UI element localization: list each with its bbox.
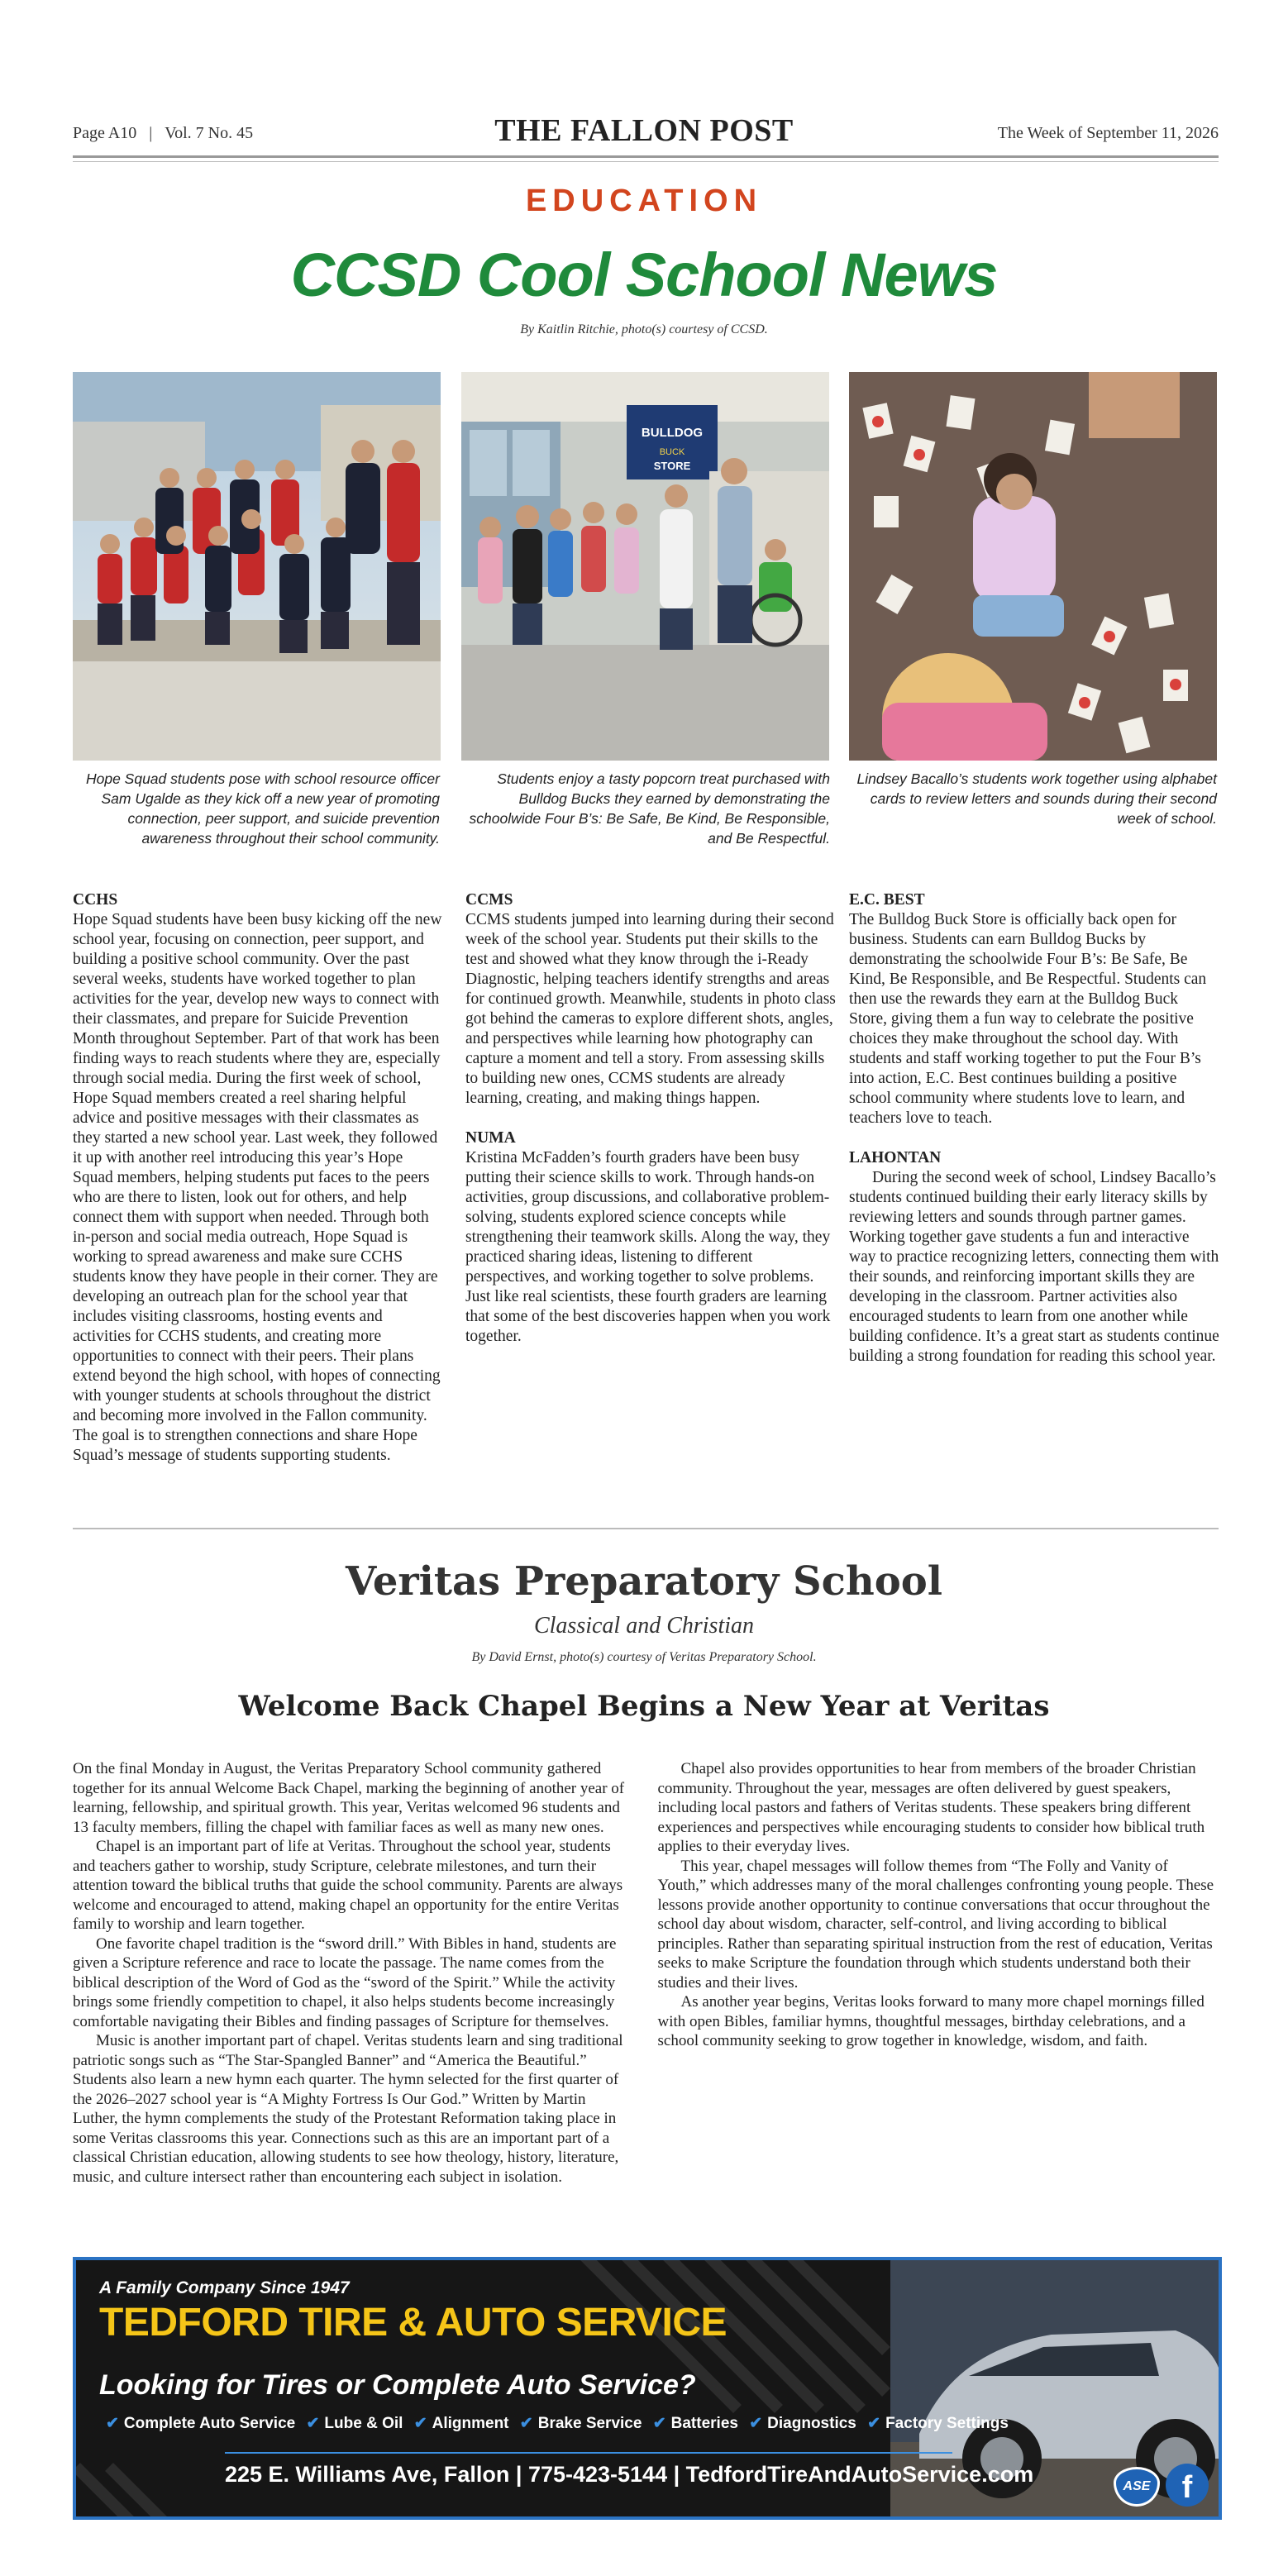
veritas-tagline: Classical and Christian	[533, 1613, 755, 1639]
ecbest-body: The Bulldog Buck Store is officially back open for business. Students can earn Bulldog Bucks by demonstrating the schoolwide Four B’s: Be Safe, Be Kind, Be Responsible, and Be Respectful. Students can then use the rewards they earn at the Bulldog Buck Store, giving them a fun way to celebrate the positive choices they make throughout the school day. With students and staff working together to put the Four B’s into action, E.C. Best continues building a positive school community where students love to learn, and teachers love to teach.	[849, 911, 1207, 1127]
store-sign-text: BULLDOG	[641, 426, 704, 440]
ccms-heading: CCMS	[465, 891, 513, 909]
ecbest-heading: E.C. BEST	[849, 891, 925, 909]
ase-badge-icon: ASE	[1114, 2467, 1160, 2507]
caption-hope-squad: Hope Squad students pose with school resource officer Sam Ugalde as they kick off a new year of promoting connection, peer support, and suicide prevention awareness throughout their school community.	[85, 770, 440, 847]
check-icon: ✔	[652, 2415, 666, 2432]
svg-text:BUCK: BUCK	[659, 447, 685, 457]
veritas-school-name: Veritas Preparatory School	[345, 1558, 942, 1605]
check-icon: ✔	[106, 2415, 119, 2432]
check-icon: ✔	[749, 2415, 763, 2432]
numa-body: Kristina McFadden’s fourth graders have been busy putting their science skills to work. Through hands-on activities, group discussions, and collaborative problem-solving, students explored science concepts while strengthening their teamwork skills. Along the way, they practiced sharing ideas, listening to different perspectives, and working together to solve problems. Just like real scientists, these fourth graders are learning that some of the best discoveries happen when you work together.	[465, 1149, 831, 1345]
ad-question: Looking for Tires or Complete Auto Service?	[99, 2369, 696, 2401]
photo-hope-squad	[73, 372, 441, 761]
check-icon: ✔	[867, 2415, 881, 2432]
ccsd-byline: By Kaitlin Ritchie, photo(s) courtesy of CCSD.	[520, 322, 768, 336]
page-volume: Page A10 | Vol. 7 No. 45	[73, 124, 254, 142]
facebook-icon[interactable]: f	[1166, 2464, 1209, 2507]
photo-bulldog-store	[461, 372, 829, 761]
lahontan-body: During the second week of school, Lindsey Bacallo’s students continued building their early literacy skills by reviewing letters and sounds through partner games. Working together gave students a fun and interactive way to practice recognizing letters, connecting them with their sounds, and reinforcing important skills they are developing in the classroom. Partner activities also encouraged students to learn from one another while building confidence. It’s a great start as students continue building a strong foundation for reading this school year.	[849, 1169, 1219, 1365]
ad-services	[99, 2414, 1009, 2433]
ad-business-name: TEDFORD TIRE & AUTO SERVICE	[99, 2301, 727, 2345]
alphabet-cards-image	[849, 372, 1217, 761]
ad-service-item: Factory Settings	[885, 2415, 1009, 2432]
veritas-paragraph: Chapel also provides opportunities to hear from members of the broader Christian community. Throughout the year, messages are often delivered by guest speakers, including local pastors and fathers of Veritas students. These speakers bring different experiences and perspectives while encouraging students to consider how biblical truth applies to their everyday lives.	[657, 1760, 1205, 1855]
masthead-rule	[73, 155, 1219, 158]
ccms-body: CCMS students jumped into learning during their second week of the school year. Students put their skills to the test and showed what they know through the i-Ready Diagnostic, helping teachers identify strengths and areas for continued growth. Meanwhile, students in photo class got behind the cameras to explore different shots, angles, and perspectives while learning how photography can capture a moment and tell a story. From assessing skills to building new ones, CCMS students are already learning, creating, and making things happen.	[465, 911, 836, 1107]
check-icon: ✔	[306, 2415, 320, 2432]
tedford-ad[interactable]	[73, 2257, 1222, 2520]
ccsd-title: CCSD Cool School News	[290, 241, 998, 309]
masthead-rule-thin	[73, 161, 1219, 162]
newspaper-title: THE FALLON POST	[494, 113, 794, 148]
photo-alphabet-cards	[849, 372, 1217, 761]
check-icon: ✔	[519, 2415, 533, 2432]
ad-since: A Family Company Since 1947	[99, 2278, 350, 2297]
ad-service-item: Brake Service	[537, 2415, 642, 2432]
cchs-heading: CCHS	[73, 891, 118, 909]
svg-text:STORE: STORE	[653, 460, 691, 472]
caption-alphabet-cards: Lindsey Bacallo’s students work together using alphabet cards to review letters and sounds during their second week of school.	[856, 770, 1217, 827]
ad-service-item: Complete Auto Service	[123, 2415, 296, 2432]
ad-service-item: Diagnostics	[767, 2415, 856, 2432]
ccsd-column-3	[849, 890, 1219, 1367]
caption-bulldog-store: Students enjoy a tasty popcorn treat purchased with Bulldog Bucks they earned by demonstrating the schoolwide Four B’s: Be Safe, Be Kind, Be Responsible, and Be Respectful.	[469, 770, 830, 847]
ad-address-link[interactable]: 225 E. Williams Ave, Fallon | 775-423-5144 | TedfordTireAndAutoService.com	[225, 2462, 1034, 2487]
veritas-paragraph: Music is another important part of chapel. Veritas students learn and sing traditional patriotic songs such as “The Star-Spangled Banner” and “America the Beautiful.” Students also learn a new hymn each quarter. The hymn selected for the first quarter of the 2026–2027 school year is “A Mighty Fortress Is Our God.” Written by Martin Luther, the hymn complements the study of the Protestant Reformation taking place in some Veritas classrooms this year. Connections such as this are an important part of a classical Christian education, allowing students to see how theology, history, literature, music, and culture intersect rather than encountering each subject in isolation.	[73, 2032, 623, 2186]
veritas-paragraph: On the final Monday in August, the Veritas Preparatory School community gathered together for its annual Welcome Back Chapel, marking the beginning of another year of learning, fellowship, and spiritual growth. This year, Veritas welcomed 96 students and 13 faculty members, filling the chapel with familiar faces as well as many new ones.	[73, 1760, 625, 1836]
veritas-paragraph: One favorite chapel tradition is the “sword drill.” With Bibles in hand, students are given a Scripture reference and race to locate the passage. The name comes from the biblical description of the Word of God as the “sword of the Spirit.” While the activity brings some friendly competition to chapel, it also helps students become increasingly comfortable navigating their Bibles and finding passages of Scripture for themselves.	[73, 1934, 617, 2030]
numa-heading: NUMA	[465, 1129, 516, 1147]
lahontan-heading: LAHONTAN	[849, 1149, 942, 1166]
ad-divider	[225, 2452, 952, 2454]
veritas-article	[73, 1759, 1218, 2222]
ad-service-item: Batteries	[670, 2415, 738, 2432]
veritas-paragraph: Chapel is an important part of life at Veritas. Throughout the school year, students and teachers gather to worship, study Scripture, celebrate milestones, and turn their attention toward the biblical truths that guide the school community. Parents are always welcome and encouraged to attend, making chapel an opportunity for the entire Veritas family to worship and learn together.	[73, 1838, 623, 1933]
bulldog-store-image	[461, 372, 829, 761]
veritas-headline: Welcome Back Chapel Begins a New Year at Veritas	[238, 1690, 1050, 1723]
hope-squad-image	[73, 372, 441, 761]
issue-date: The Week of September 11, 2026	[997, 124, 1219, 142]
ccsd-flow-columns	[73, 890, 837, 1486]
veritas-paragraph: As another year begins, Veritas looks forward to many more chapel mornings filled with open Bibles, familiar hymns, thoughtful messages, birthday celebrations, and a school community seeking to grow together in knowledge, wisdom, and faith.	[657, 1993, 1205, 2049]
ad-service-item: Alignment	[432, 2415, 509, 2432]
veritas-byline: By David Ernst, photo(s) courtesy of Veritas Preparatory School.	[471, 1650, 817, 1664]
ad-service-item: Lube & Oil	[324, 2415, 403, 2432]
check-icon: ✔	[413, 2415, 427, 2432]
veritas-paragraph: This year, chapel messages will follow themes from “The Folly and Vanity of Youth,” which addresses many of the moral challenges confronting young people. These lessons provide another opportunity to continue conversations that occur throughout the school day about wisdom, character, self-control, and living according to biblical principles. Rather than separating spiritual instruction from the rest of education, Veritas seeks to make Scripture the foundation through which students understand both their studies and their lives.	[657, 1857, 1214, 1992]
section-label: EDUCATION	[525, 184, 763, 218]
cchs-body: Hope Squad students have been busy kicking off the new school year, focusing on connection, peer support, and building a positive school community. Over the past several weeks, students have worked together to plan activities for the year, develop new ways to connect with their classmates, and prepare for Suicide Prevention Month throughout September. Part of that work has been finding ways to reach students where they are, especially through social media. During the first week of school, Hope Squad members created a reel sharing helpful advice and positive messages with their classmates as they started a new school year. Last week, they followed it up with another reel introducing this year’s Hope Squad members, helping students put faces to the peers who are there to listen, look out for others, and help connect them with support when needed. Through both in-person and social media outreach, Hope Squad is working to spread awareness and make sure CCHS students know they have people in their corner. They are developing an outreach plan for the school year that includes visiting classrooms, hosting events and activities for CCHS students, and creating more opportunities to connect with their peers. Their plans extend beyond the high school, with hopes of connecting with younger students at schools throughout the district and becoming more involved in the Fallon community. The goal is to strengthen connections and share Hope Squad’s message of students supporting students.	[73, 911, 442, 1464]
section-divider	[73, 1528, 1219, 1529]
